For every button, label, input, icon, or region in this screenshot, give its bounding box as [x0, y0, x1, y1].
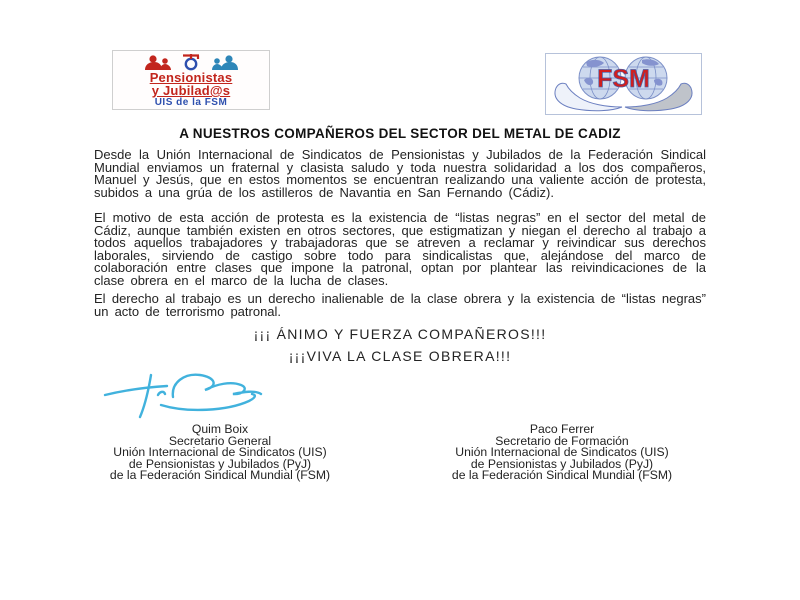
- paragraph-2: El motivo de esta acción de protesta es la existencia de “listas negras” en el sector del metal de Cádiz, aunque también existen en otros sectores, que estigmatizan y niegan el derecho al trabajo a todos aquellos trabajadores y trabajadoras que se atreven a reclamar y reivindicar sus derechos laborales, sirviendo de castigo sobre todo para sindicalistas que, alejándose del marco de colaboración entre clases que impone la patronal, optan por plantear las reivindicaciones de la clase obrera en el marco de la lucha de clases.: [94, 210, 706, 288]
- signatory-right-org2: de Pensionistas y Jubilados (PyJ): [470, 456, 654, 471]
- uis-logo-line2: y Jubilad@s: [151, 83, 231, 98]
- uis-logo-line3: UIS de la FSM: [154, 97, 228, 108]
- signatory-left-name: Quim Boix: [191, 422, 249, 436]
- paragraph-3: El derecho al trabajo es un derecho inalienable de la clase obrera y la existencia de “listas negras” un acto de terrorismo patronal.: [94, 291, 706, 319]
- signatory-right: [412, 424, 712, 482]
- uis-logo-line1: Pensionistas: [149, 70, 233, 85]
- fsm-logo-text: FSM: [597, 65, 650, 93]
- letter-title: A NUESTROS COMPAÑEROS DEL SECTOR DEL METAL DE CADIZ: [179, 126, 621, 141]
- signatory-right-org3: de la Federación Sindical Mundial (FSM): [451, 468, 673, 482]
- signatory-right-name: Paco Ferrer: [529, 422, 595, 436]
- signatory-left-org1: Unión Internacional de Sindicatos (UIS): [113, 445, 327, 459]
- signatory-left-role: Secretario General: [168, 433, 272, 448]
- signatory-left-org3: de la Federación Sindical Mundial (FSM): [109, 468, 331, 482]
- signatory-left: [70, 424, 370, 482]
- globe-hands-icon: [546, 54, 701, 114]
- fsm-logo: [545, 53, 702, 115]
- signatory-left-org2: de Pensionistas y Jubilados (PyJ): [128, 456, 312, 471]
- uis-pyj-logo: [112, 50, 270, 110]
- people-crane-icon: [131, 53, 251, 71]
- handwritten-signature: [95, 368, 285, 420]
- signatory-right-org1: Unión Internacional de Sindicatos (UIS): [455, 445, 669, 459]
- paragraph-1: Desde la Unión Internacional de Sindicatos de Pensionistas y Jubilados de la Federación Sindical Mundial enviamos un fraternal y clasista saludo y toda nuestra solidaridad a los dos compañeros, Manuel y Jesús, que en estos momentos se encuentran realizando una valiente acción de protesta, subidos a una grúa de los astilleros de Navantia en San Fernando (Cádiz).: [94, 147, 706, 200]
- slogan-viva: ¡¡¡VIVA LA CLASE OBRERA!!!: [288, 348, 512, 364]
- signatory-right-role: Secretario de Formación: [495, 433, 629, 448]
- slogan-animo: ¡¡¡ ÁNIMO Y FUERZA COMPAÑEROS!!!: [253, 326, 547, 342]
